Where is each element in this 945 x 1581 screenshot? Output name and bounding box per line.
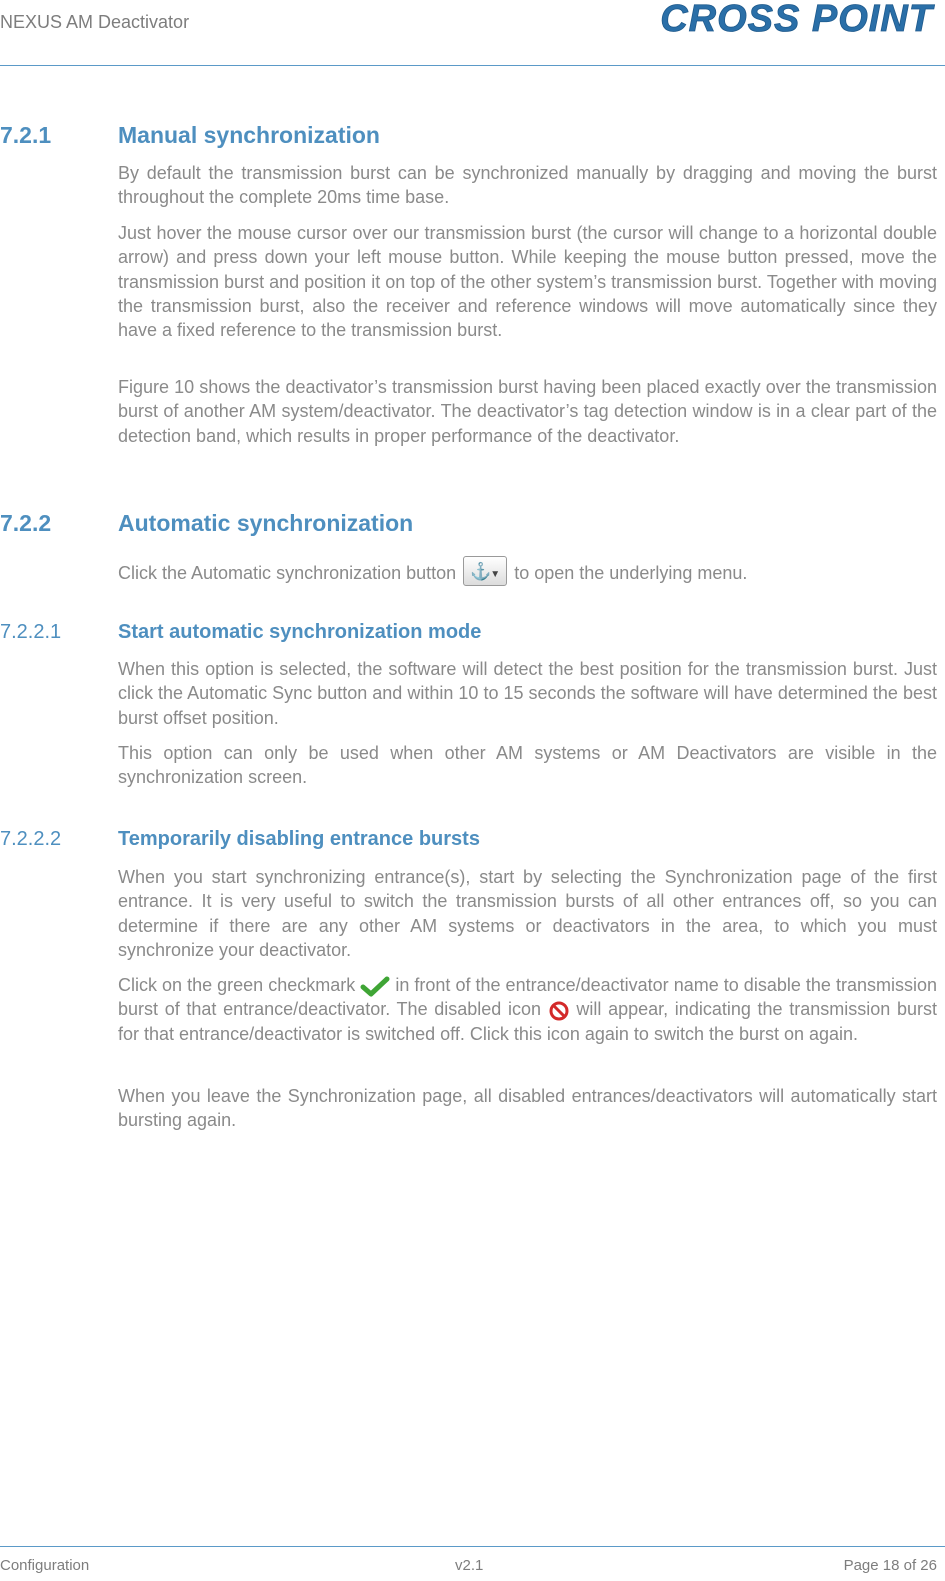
- text-run: to open the underlying menu.: [514, 562, 748, 583]
- paragraph: When you start synchronizing entrance(s), start by selecting the Synchronization page of the first entrance. It is very useful to switch the transmission bursts of all other entrances off, so you can determine if there are any other AM systems or deactivators in the area, to which you must synchronize your deactivator.: [118, 867, 937, 960]
- paragraph: [118, 559, 937, 589]
- paragraph: Just hover the mouse cursor over our transmission burst (the cursor will change to a horizontal double arrow) and press down your left mouse button. While keeping the mouse button pressed, move the transmission burst and position it on top of the other system’s transmission burst. Together with moving the transmission burst, also the receiver and reference windows will move automatically since they have a fixed reference to the transmission burst.: [118, 223, 937, 341]
- header-divider: [0, 65, 945, 66]
- disabled-icon: [548, 1000, 570, 1022]
- paragraph: Figure 10 shows the deactivator’s transmission burst having been placed exactly over the transmission burst of another AM system/deactivator. The deactivator’s tag detection window is in a clear part of the detection band, which results in proper performance of the deactivator.: [118, 377, 937, 446]
- anchor-dropdown-icon: ⚓ ▼: [463, 556, 507, 586]
- section-number: 7.2.2: [0, 510, 52, 536]
- text-run: Click on the green checkmark: [118, 975, 356, 995]
- section-title: Start automatic synchronization mode: [118, 621, 482, 643]
- section-number: 7.2.1: [0, 122, 52, 148]
- paragraph: [118, 973, 937, 1046]
- paragraph: By default the transmission burst can be synchronized manually by dragging and moving the burst throughout the complete 20ms time base.: [118, 163, 937, 208]
- section-title: Automatic synchronization: [118, 510, 414, 536]
- paragraph: When you leave the Synchronization page, all disabled entrances/deactivators will automatically start bursting again.: [118, 1086, 937, 1131]
- section-title: Temporarily disabling entrance bursts: [118, 828, 480, 850]
- green-checkmark-icon: [360, 975, 390, 997]
- text-run: in front of the entrance/deactivator name to disable the transmission burst of that entrance/deactivator. The disabled icon: [118, 975, 937, 1020]
- footer-version: v2.1: [455, 1557, 484, 1574]
- text-run: will appear, indicating the transmission burst for that entrance/deactivator is switched off. Click this icon again to switch the burst on again.: [118, 999, 937, 1044]
- paragraph: This option can only be used when other AM systems or AM Deactivators are visible in the synchronization screen.: [118, 743, 937, 788]
- document-title: NEXUS AM Deactivator: [0, 12, 190, 32]
- footer-page-number: Page 18 of 26: [843, 1557, 937, 1574]
- section-number: 7.2.2.2: [0, 828, 62, 850]
- section-number: 7.2.2.1: [0, 621, 62, 643]
- section-title: Manual synchronization: [118, 122, 380, 148]
- footer-section-name: Configuration: [0, 1557, 90, 1574]
- footer-divider: [0, 1546, 945, 1547]
- paragraph: When this option is selected, the software will detect the best position for the transmission burst. Just click the Automatic Sync button and within 10 to 15 seconds the software will have determined the best burst offset position.: [118, 659, 937, 728]
- text-run: Click the Automatic synchronization button: [118, 562, 457, 583]
- svg-text:CROSS POINT: CROSS POINT: [660, 0, 933, 38]
- cross-point-logo: [607, 0, 937, 38]
